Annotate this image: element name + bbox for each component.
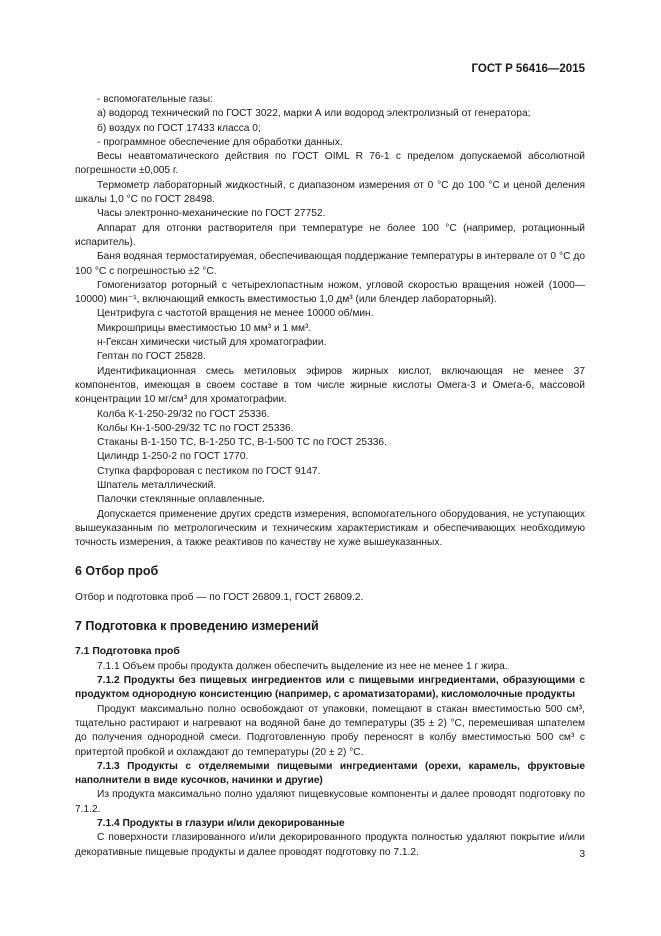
equipment-flask2: Колбы Кн-1-500-29/32 ТС по ГОСТ 25336. [97, 422, 294, 434]
equipment-beakers: Стаканы В-1-150 ТС, В-1-250 ТС, В-1-500 ТС по ГОСТ 25336. [97, 437, 387, 449]
paragraph-7-1-1: 7.1.1 Объем пробы продукта должен обеспечить выделение из нее не менее 1 г жира. [97, 660, 508, 672]
paragraph-7-1-4: С поверхности глазированного и/или декорированного продукта полностью удаляют покрытие и/или декоративные пищевые продукты и далее проводят подготовку по 7.1.2. [75, 832, 585, 858]
equipment-homogenizer: Гомогенизатор роторный с четырехлопастным ножом, угловой скоростью вращения ножей (1000—10000) мин⁻¹, включающий емкость вместимостью 1,0 дм³ (или блендер лабораторный). [75, 279, 585, 306]
list-item-software: - программное обеспечение для обработки данных. [97, 136, 343, 148]
paragraph-7-1-3: Из продукта максимально полно удаляют пищевкусовые компоненты и далее проводят подготовку по 7.1.2. [75, 789, 585, 815]
equipment-flask1: Колба К-1-250-29/32 по ГОСТ 25336. [97, 408, 270, 420]
equipment-hexane: н-Гексан химически чистый для хроматографии. [97, 337, 327, 349]
document-code: ГОСТ Р 56416—2015 [471, 63, 585, 75]
equipment-rods: Палочки стеклянные оплавленные. [97, 494, 265, 506]
page-content [75, 93, 585, 860]
section-7-1-title: 7.1 Подготовка проб [75, 645, 180, 657]
heading-7-1-3: 7.1.3 Продукты с отделяемыми пищевыми ингредиентами (орехи, карамель, фруктовые наполнители в виде кусочков, начинки и другие) [75, 760, 585, 787]
page-number: 3 [579, 849, 585, 860]
equipment-clock: Часы электронно-механические по ГОСТ 27752. [97, 208, 326, 220]
equipment-cylinder: Цилиндр 1-250-2 по ГОСТ 1770. [97, 451, 249, 463]
equipment-scales: Весы неавтоматического действия по ГОСТ OIML R 76-1 с пределом допускаемой абсолютной погрешности ±0,005 г. [75, 151, 585, 177]
section-7-title: 7 Подготовка к проведению измерений [75, 618, 319, 633]
equipment-bath: Баня водяная термостатируемая, обеспечивающая поддержание температуры в интервале от 0 °С до 100 °С с погрешностью ±2 °С. [75, 251, 585, 277]
section-6-text: Отбор и подготовка проб — по ГОСТ 26809.1, ГОСТ 26809.2. [75, 591, 364, 603]
equipment-syringes: Микрошприцы вместимостью 10 мм³ и 1 мм³. [97, 322, 312, 334]
heading-7-1-2: 7.1.2 Продукты без пищевых ингредиентов или с пищевыми ингредиентами, образующими с продуктом однородную консистенцию (например, с ароматизаторами), кисломолочные продукты [75, 675, 585, 701]
equipment-thermometer: Термометр лабораторный жидкостный, с диапазоном измерения от 0 °С до 100 °С и ценой деления шкалы 1,0 °С по ГОСТ 28498. [75, 179, 585, 206]
equipment-mortar: Ступка фарфоровая с пестиком по ГОСТ 9147. [97, 465, 321, 477]
paragraph-7-1-2: Продукт максимально полно освобождают от упаковки, помещают в стакан вместимостью 500 см³, тщательно растирают и нагревают на водяной бане до температуры (35 ± 2) °С, перемешивая шпателем до получения однородной смеси. Подготовленную пробу переносят в колбу вместимостью 500 см³ с притертой пробкой и охлаждают до температуры (20 ± 2) °С. [75, 703, 585, 758]
equipment-mixture: Идентификационная смесь метиловых эфиров жирных кислот, включающая не менее 37 компонентов, имеющая в своем составе в том числе жирные кислоты Омега-3 и Омега-6, массовой концентрации 10 мг/см³ для хроматографии. [75, 365, 585, 406]
equipment-heptane: Гептан по ГОСТ 25828. [97, 351, 206, 363]
equipment-distill: Аппарат для отгонки растворителя при температуре не более 100 °С (например, ротационный испаритель). [75, 222, 585, 248]
equipment-allowed: Допускается применение других средств измерения, вспомогательного оборудования, не уступающих вышеуказанным по метрологическим и техническим характеристикам и обеспечивающих необходимую точность измерения, а также реактивов по качеству не хуже вышеуказанных. [75, 508, 585, 549]
section-6-title: 6 Отбор проб [75, 563, 159, 578]
equipment-centrifuge: Центрифуга с частотой вращения не менее 10000 об/мин. [97, 308, 374, 320]
list-item-air: б) воздух по ГОСТ 17433 класса 0; [97, 122, 261, 134]
heading-7-1-4: 7.1.4 Продукты в глазури и/или декорированные [97, 818, 345, 830]
equipment-spatula: Шпатель металлический. [97, 480, 217, 492]
list-item-gases: - вспомогательные газы: [97, 94, 213, 105]
list-item-hydrogen: а) водород технический по ГОСТ 3022, марки А или водород электролизный от генератора; [97, 108, 531, 120]
